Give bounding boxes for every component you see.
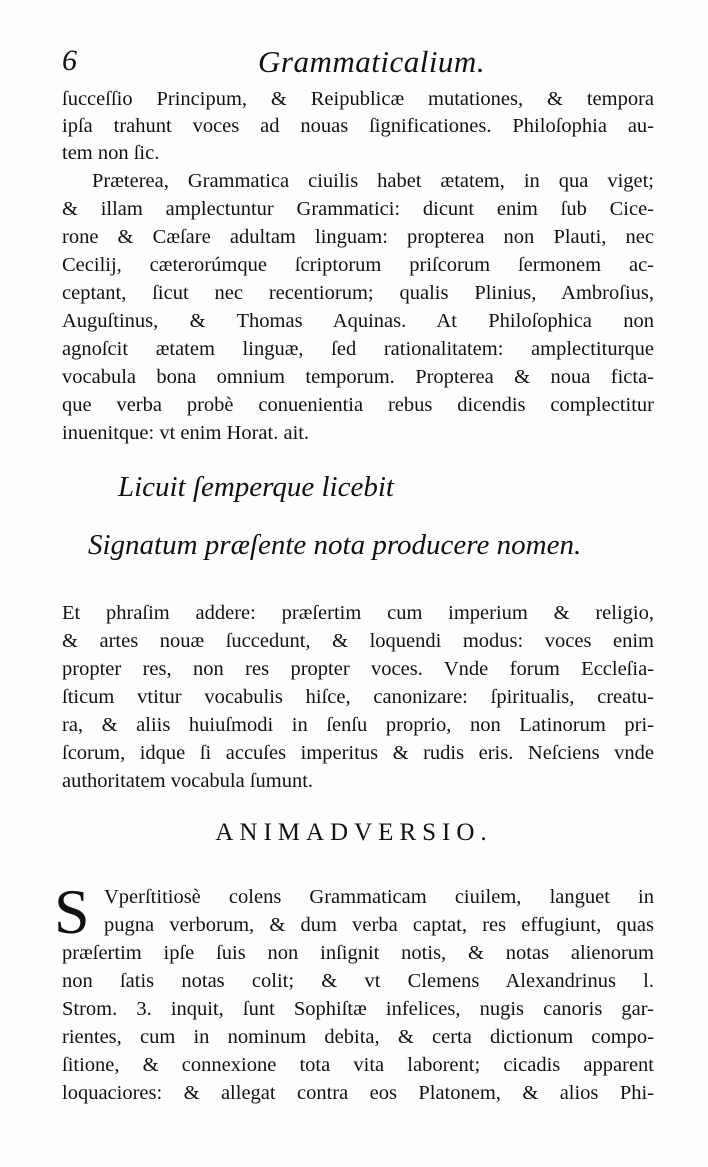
- text-line: Cecilij, cæterorúmque ſcriptorum priſcorum ſermonem ac-: [62, 254, 654, 276]
- text-line: rone & Cæſare adultam linguam: propterea non Plauti, nec: [62, 226, 654, 248]
- text-line: ſcorum, idque ſi accuſes imperitus & rudis eris. Neſciens vnde: [62, 742, 654, 764]
- text-line: & illam amplectuntur Grammatici: dicunt enim ſub Cice-: [62, 198, 654, 220]
- text-line: ſucceſſio Principum, & Reipublicæ mutationes, & tempora: [62, 88, 654, 110]
- text-line: tem non ſic.: [62, 142, 160, 164]
- text-line: ſitione, & connexione tota vita laborent; cicadis apparent: [62, 1054, 654, 1076]
- page-number: 6: [62, 44, 77, 77]
- page-header: [62, 44, 662, 86]
- text-line: ſticum vtitur vocabulis hiſce, canonizare: ſpiritualis, creatu-: [62, 686, 654, 708]
- text-line: rientes, cum in nominum debita, & certa dictionum compo-: [62, 1026, 654, 1048]
- section-heading: ANIMADVERSIO.: [215, 819, 493, 846]
- running-title: Grammaticalium.: [258, 44, 486, 79]
- text-line: ipſa trahunt voces ad nouas ſignificationes. Philoſophia au-: [62, 115, 654, 137]
- text-line: vocabula bona omnium temporum. Propterea & noua ficta-: [62, 366, 654, 388]
- text-line: inuenitque: vt enim Horat. ait.: [62, 422, 310, 444]
- text-line: Præterea, Grammatica ciuilis habet ætatem, in qua viget;: [92, 170, 654, 192]
- verse-line: Signatum præſente nota producere nomen.: [88, 529, 582, 561]
- drop-cap: S: [54, 876, 90, 947]
- text-line: agnoſcit ætatem linguæ, ſed rationalitatem: amplectiturque: [62, 338, 654, 360]
- text-line: ceptant, ſicut nec recentiorum; qualis Plinius, Ambroſius,: [62, 282, 654, 304]
- text-line: ra, & aliis huiuſmodi in ſenſu proprio, non Latinorum pri-: [62, 714, 654, 736]
- text-line: propter res, non res propter voces. Vnde forum Eccleſia-: [62, 658, 654, 680]
- text-line: pugna verborum, & dum verba captat, res effugiunt, quas: [104, 914, 654, 936]
- text-line: authoritatem vocabula ſumunt.: [62, 770, 314, 792]
- text-line: Vperſtitiosè colens Grammaticam ciuilem, languet in: [104, 886, 654, 908]
- text-line: Auguſtinus, & Thomas Aquinas. At Philoſophica non: [62, 310, 654, 332]
- text-line: que verba probè conuenientia rebus dicendis complectitur: [62, 394, 654, 416]
- text-line: & artes nouæ ſuccedunt, & loquendi modus: voces enim: [62, 630, 654, 652]
- verse-line: Licuit ſemperque licebit: [118, 471, 394, 503]
- text-line: non ſatis notas colit; & vt Clemens Alexandrinus l.: [62, 970, 654, 992]
- text-line: præſertim ipſe ſuis non inſignit notis, & notas alienorum: [62, 942, 654, 964]
- text-line: Strom. 3. inquit, ſunt Sophiſtæ infelices, nugis canoris gar-: [62, 998, 654, 1020]
- text-line: loquaciores: & allegat contra eos Platonem, & alios Phi-: [62, 1082, 654, 1104]
- text-line: Et phraſim addere: præſertim cum imperium & religio,: [62, 602, 654, 624]
